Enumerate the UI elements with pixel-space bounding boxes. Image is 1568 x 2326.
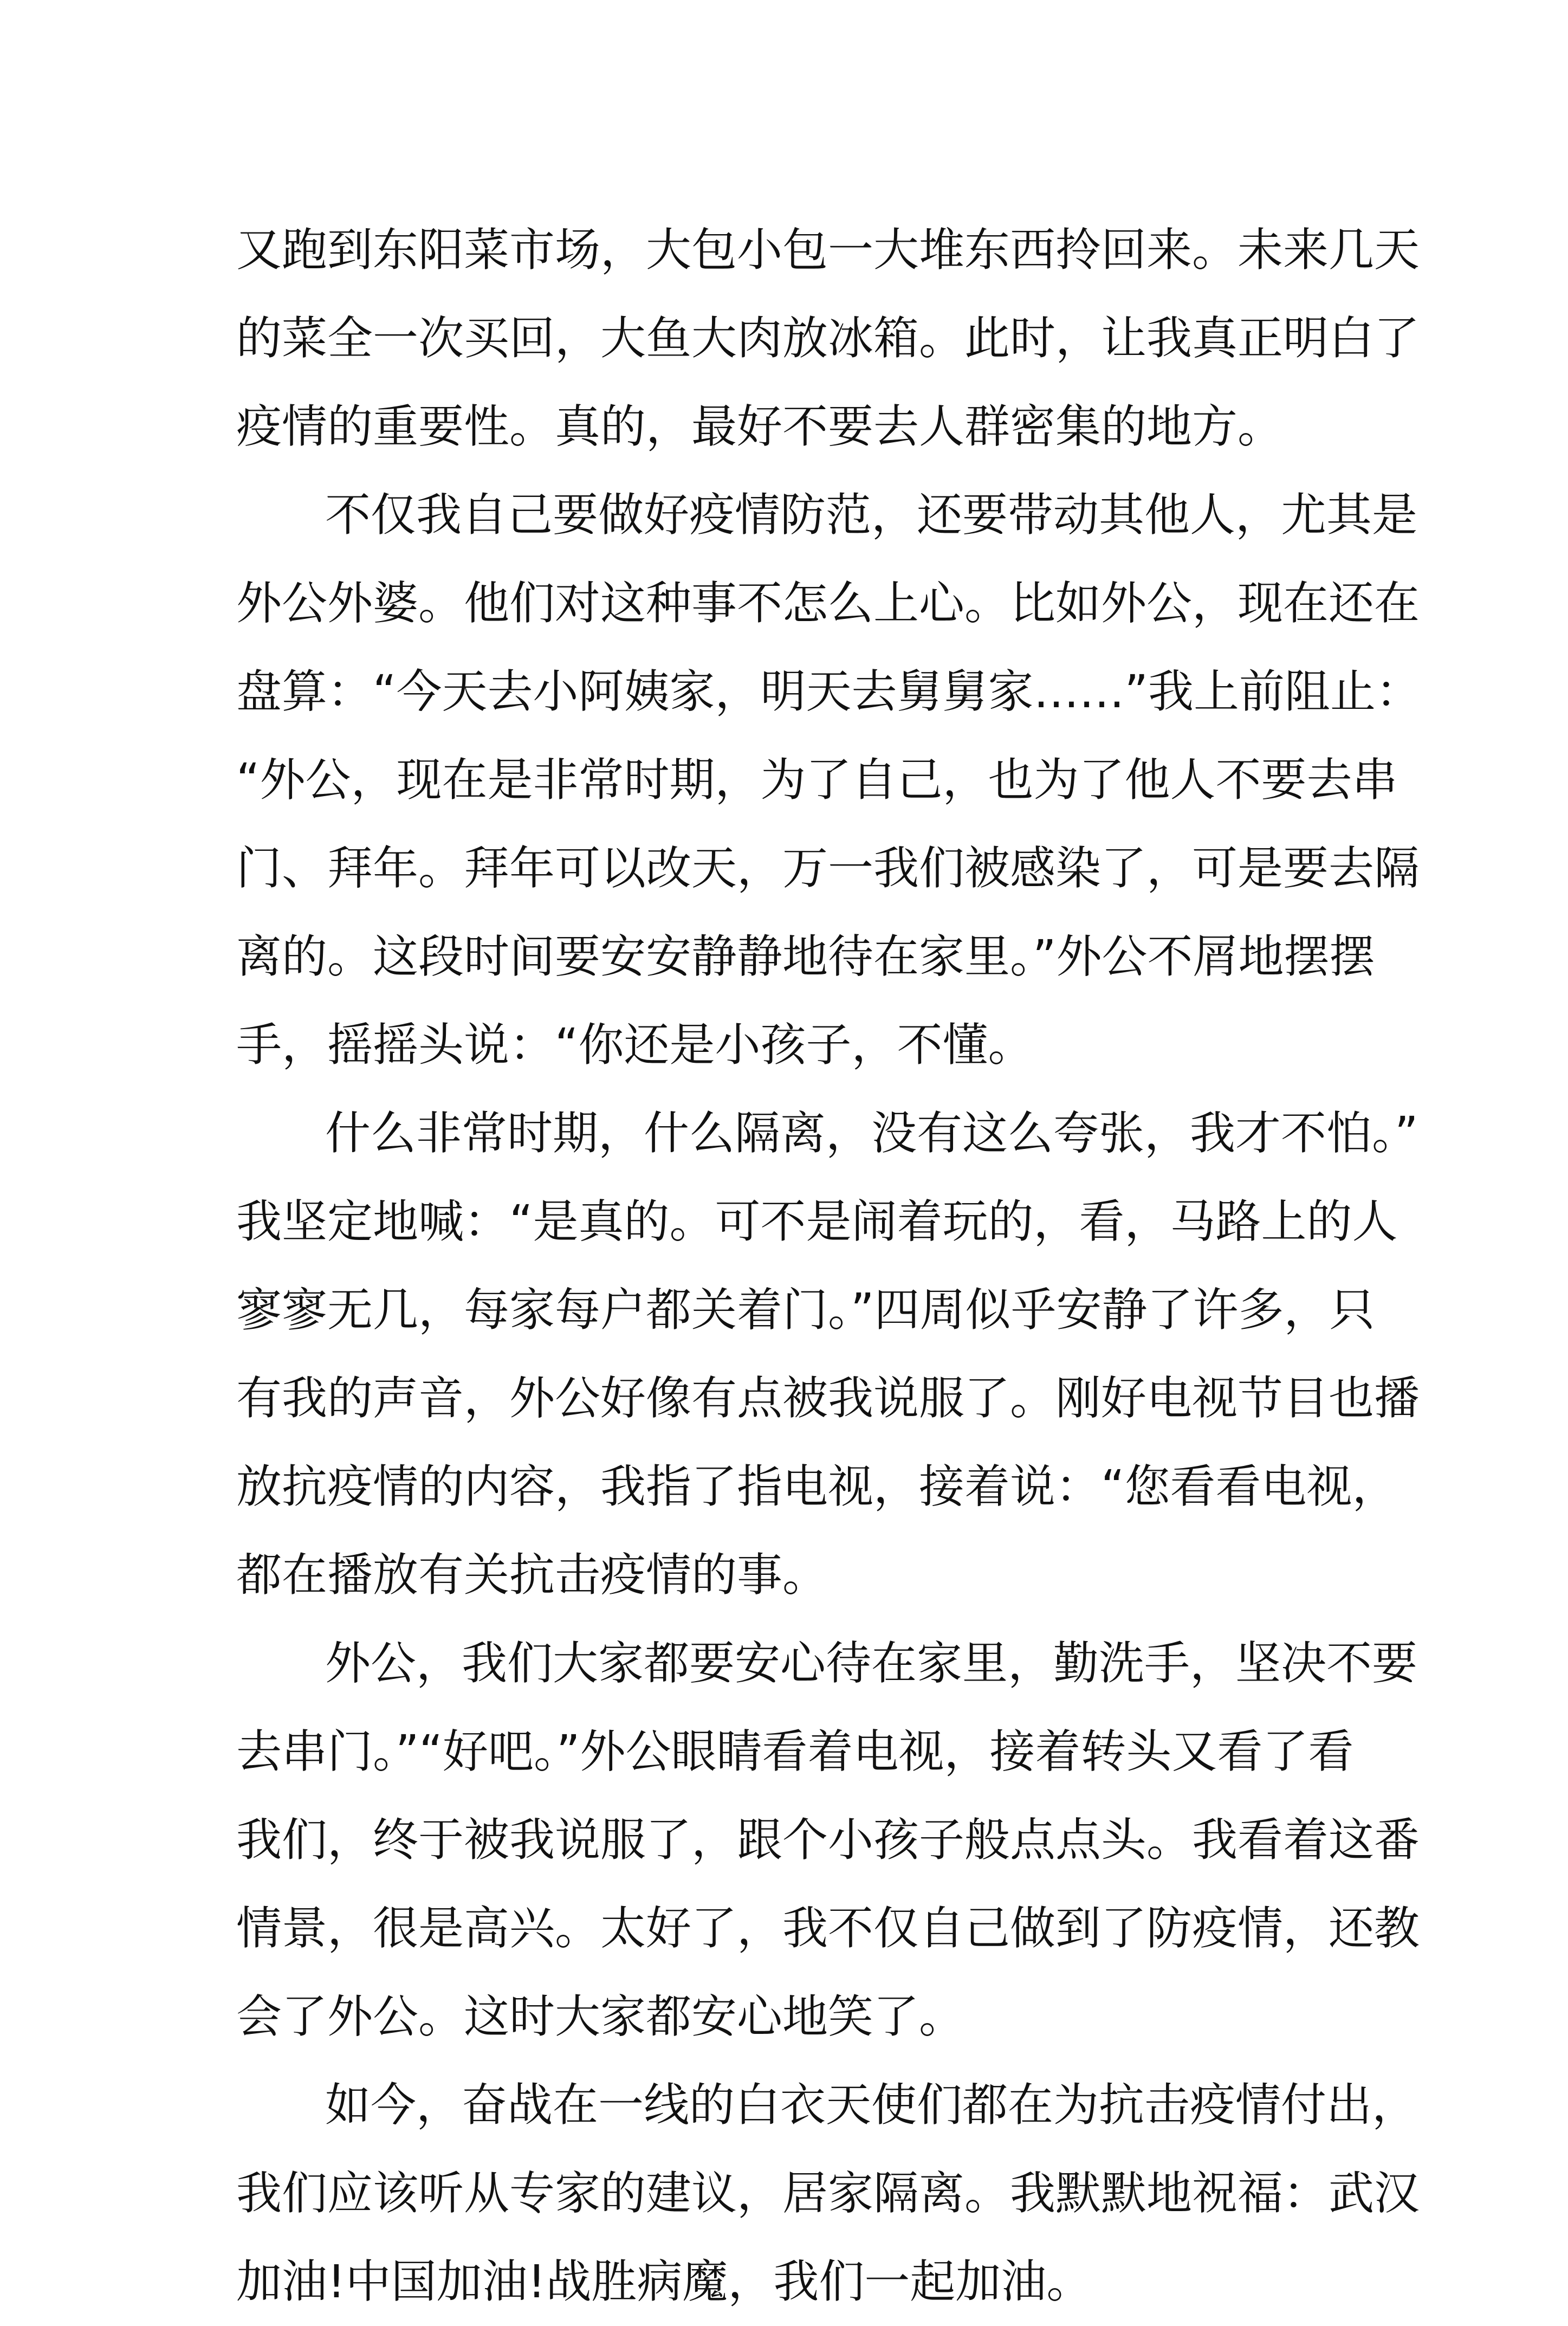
paragraph-line: 如今，奋战在一线的白衣天使们都在为抗击疫情付出， — [325, 2078, 1418, 2131]
paragraph-line: 加油!中国加油!战胜病魔，我们一起加油。 — [236, 2255, 1092, 2308]
paragraph-line: 去串门。”“好吧。”外公眼睛看着电视，接着转头又看了看 — [236, 1725, 1354, 1778]
paragraph-line: “外公，现在是非常时期，为了自己，也为了他人不要去串 — [236, 753, 1398, 806]
paragraph-line: 什么非常时期，什么隔离，没有这么夸张，我才不怕。” — [325, 1107, 1418, 1160]
paragraph-line: 情景，很是高兴。太好了，我不仅自己做到了防疫情，还教 — [236, 1902, 1420, 1955]
document-body — [236, 206, 1422, 2326]
paragraph-line: 手，摇摇头说：“你还是小孩子，不懂。 — [236, 1018, 1034, 1071]
paragraph-line: 外公，我们大家都要安心待在家里，勤洗手，坚决不要 — [325, 1637, 1418, 1690]
paragraph-4 — [236, 1619, 1420, 2061]
paragraph-5 — [236, 2061, 1420, 2326]
paragraph-line: 都在播放有关抗击疫情的事。 — [236, 1548, 828, 1601]
paragraph-line: 疫情的重要性。真的，最好不要去人群密集的地方。 — [236, 400, 1284, 453]
paragraph-line: 会了外公。这时大家都安心地笑了。 — [236, 1990, 965, 2043]
paragraph-line: 门、拜年。拜年可以改天，万一我们被感染了，可是要去隔 — [236, 842, 1420, 895]
paragraph-1 — [236, 206, 1420, 471]
paragraph-line: 放抗疫情的内容，我指了指电视，接着说：“您看看电视， — [236, 1460, 1398, 1513]
paragraph-2 — [236, 471, 1422, 1089]
paragraph-line: 外公外婆。他们对这种事不怎么上心。比如外公，现在还在 — [236, 577, 1420, 630]
paragraph-3 — [236, 1089, 1420, 1619]
paragraph-line: 寥寥无几，每家每户都关着门。”四周似乎安静了许多，只 — [236, 1283, 1375, 1336]
paragraph-line: 不仅我自己要做好疫情防范，还要带动其他人，尤其是 — [325, 488, 1418, 541]
paragraph-line: 的菜全一次买回，大鱼大肉放冰箱。此时，让我真正明白了 — [236, 312, 1420, 365]
paragraph-line: 又跑到东阳菜市场，大包小包一大堆东西拎回来。未来几天 — [236, 223, 1420, 276]
paragraph-line: 我们应该听从专家的建议，居家隔离。我默默地祝福：武汉 — [236, 2167, 1420, 2220]
paragraph-line: 离的。这段时间要安安静静地待在家里。”外公不屑地摆摆 — [236, 930, 1375, 983]
paragraph-line: 我们，终于被我说服了，跟个小孩子般点点头。我看着这番 — [236, 1813, 1420, 1866]
paragraph-line: 有我的声音，外公好像有点被我说服了。刚好电视节目也播 — [236, 1372, 1420, 1425]
paragraph-line: 盘算：“今天去小阿姨家，明天去舅舅家……”我上前阻止： — [236, 665, 1422, 718]
paragraph-line: 我坚定地喊：“是真的。可不是闹着玩的，看，马路上的人 — [236, 1195, 1398, 1248]
